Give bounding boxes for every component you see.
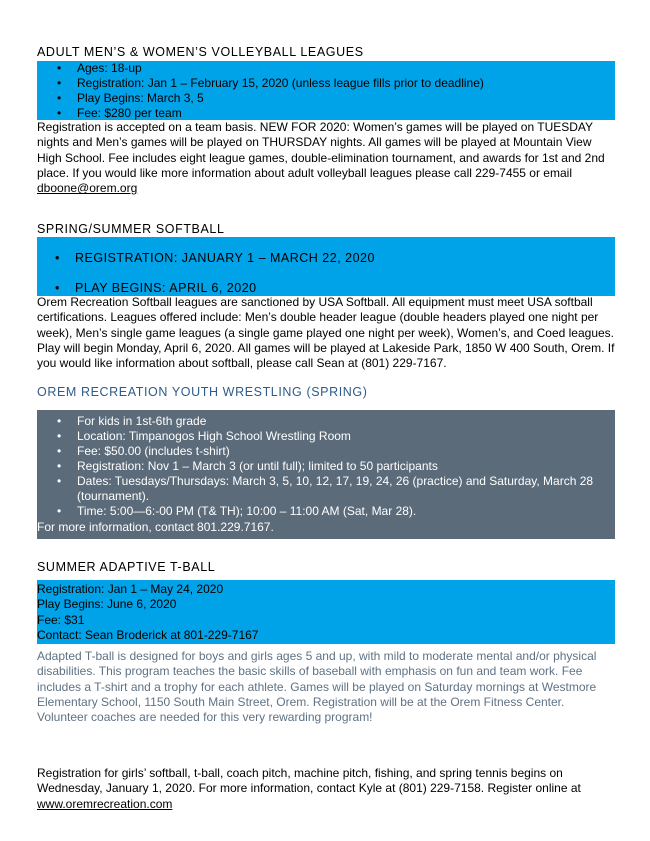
tball-line: Play Begins: June 6, 2020 — [37, 597, 177, 612]
softball-bullet: • REGISTRATION: JANUARY 1 – MARCH 22, 2020 — [75, 251, 615, 266]
volleyball-body: Registration is accepted on a team basis. NEW FOR 2020: Women’s games will be played on TUESDAY nights and Men’s games will be played on THURSDAY nights. All games will be played at Mountain View High School. Fee includes eight league games, double-elimination tournament, and awards for 1st and 2nd place. If you would like more information about adult volleyball leagues please call 229-7455 or email — [37, 120, 605, 180]
volleyball-description — [37, 120, 615, 196]
volleyball-title: ADULT MEN’S & WOMEN’S VOLLEYBALL LEAGUES — [37, 45, 364, 59]
volleyball-bullet: • Fee: $280 per team — [77, 106, 615, 121]
wrestling-bullet: • For kids in 1st-6th grade — [77, 414, 615, 429]
softball-title: SPRING/SUMMER SOFTBALL — [37, 222, 225, 236]
wrestling-bullet: • Registration: Nov 1 – March 3 (or until full); limited to 50 participants — [77, 459, 615, 474]
tball-info-band — [37, 580, 615, 644]
closing-body: Registration for girls’ softball, t-ball, coach pitch, machine pitch, fishing, and spring tennis begins on Wednesday, January 1, 2020. For more information, contact Kyle at (801) 229-7158. Register online at — [37, 766, 581, 796]
wrestling-title: OREM RECREATION YOUTH WRESTLING (SPRING) — [37, 385, 368, 399]
volleyball-bullet: • Registration: Jan 1 – February 15, 2020 (unless league fills prior to deadline) — [77, 76, 615, 91]
softball-info-band — [37, 237, 615, 296]
tball-title: SUMMER ADAPTIVE T-BALL — [37, 560, 216, 574]
volleyball-info-band — [37, 61, 615, 120]
softball-bullet: • PLAY BEGINS: APRIL 6, 2020 — [75, 281, 615, 296]
tball-line: Fee: $31 — [37, 612, 85, 627]
tball-description: Adapted T-ball is designed for boys and girls ages 5 and up, with mild to moderate mental and/or physical disabilities. This program teaches the basic skills of baseball with emphasis on fun and team work. Fee includes a T-shirt and a trophy for each athlete. Games will be played on Saturday mornings at Westmore Elementary School, 1150 South Main Street, Orem. Registration will be at the Orem Fitness Center. Volunteer coaches are needed for this very rewarding program! — [37, 649, 597, 725]
wrestling-footer: For more information, contact 801.229.7167. — [37, 520, 274, 534]
closing-paragraph — [37, 766, 615, 812]
volleyball-bullet: • Play Begins: March 3, 5 — [77, 91, 615, 106]
oremrecreation-link[interactable]: www.oremrecreation.com — [37, 796, 173, 811]
wrestling-bullet: • Dates: Tuesdays/Thursdays: March 3, 5, 10, 12, 17, 19, 24, 26 (practice) and Saturday, March 28 (tournament). — [77, 474, 615, 504]
wrestling-bullet: • Fee: $50.00 (includes t-shirt) — [77, 444, 615, 459]
volleyball-bullet: • Ages: 18-up — [77, 61, 615, 76]
wrestling-bullet: • Location: Timpanogos High School Wrestling Room — [77, 429, 615, 444]
wrestling-bullet: • Time: 5:00—6:-00 PM (T& TH); 10:00 – 11:00 AM (Sat, Mar 28). — [77, 504, 615, 519]
volleyball-email-link[interactable]: dboone@orem.org — [37, 181, 138, 196]
wrestling-info-band — [37, 410, 615, 539]
tball-line: Registration: Jan 1 – May 24, 2020 — [37, 582, 224, 596]
softball-description: Orem Recreation Softball leagues are sanctioned by USA Softball. All equipment must meet USA softball certifications. Leagues offered include: Men’s double header league (double headers played one night per week), Men’s single game leagues (a single game played one night per week), Women’s, and Coed leagues. Play will begin Monday, April 6, 2020. All games will be played at Lakeside Park, 1850 W 400 South, Orem. If you would like information about softball, please call Sean at (801) 229-7167. — [37, 295, 615, 371]
tball-line: Contact: Sean Broderick at 801-229-7167 — [37, 627, 259, 642]
